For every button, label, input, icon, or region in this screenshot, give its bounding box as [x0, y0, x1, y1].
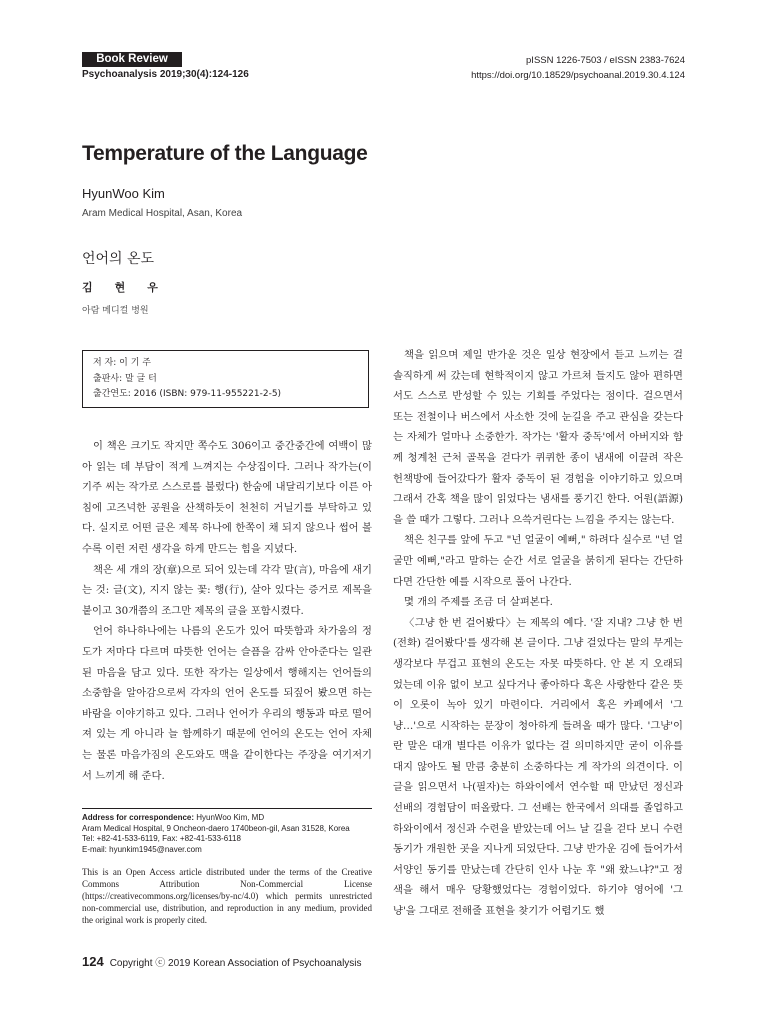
correspondence-name-line: [82, 813, 377, 824]
correspondence-phone: Tel: +82-41-533-6119, Fax: +82-41-533-6118: [82, 834, 241, 843]
page-footer: [82, 954, 362, 969]
body-paragraph: 몇 개의 주제를 조금 더 살펴본다.: [404, 596, 553, 609]
journal-citation: Psychoanalysis 2019;30(4):124-126: [82, 69, 249, 80]
book-info-box: [82, 350, 369, 408]
footnote-divider: [82, 808, 372, 809]
body-paragraph: 책을 읽으며 제일 반가운 것은 일상 현장에서 듣고 느끼는 걸 솔직하게 써 갔는데 현학적이지 않고 가르쳐 들지도 않아 편하면서도 스스로 반성할 수 있는 기회를 주었다는 점이다. 걸으면서 또는 전철이나 버스에서 사소한 것에 눈길을 주고 관심을 갖는다는 자체가 얼마나 소중한가. 작가는 '활자 중독'에서 아버지와 함께 청계천 근처 골목을 걷다가 퀴퀴한 종이 냄새에 이끌려 작은 헌책방에 들어갔다가 활자 중독이 된 경험을 이야기하고 있으며 그래서 간혹 책을 많이 읽었다는 냄새를 풍기긴 한다. 어원(語源)을 쓸 때가 그렇다. 그러나 으쓱거린다는 느낌을 주지는 않는다.: [393, 349, 683, 526]
issn-line: pISSN 1226-7503 / eISSN 2383-7624: [526, 55, 685, 66]
section-badge: Book Review: [82, 52, 182, 67]
body-paragraph: 책은 친구를 앞에 두고 "넌 얼굴이 예뻐," 하려다 실수로 "넌 얼굴만 예뻐,"라고 말하는 순간 서로 얼굴을 붉히게 된다는 간단하다면 간단한 예를 시작으로 풀어 나간다.: [393, 534, 683, 588]
book-publisher-line: 출판사: 말 글 터: [93, 373, 157, 384]
korean-author-name: 김현우: [82, 281, 180, 294]
correspondence-email[interactable]: E-mail: hyunkim1945@naver.com: [82, 844, 202, 854]
page-number: 124: [82, 954, 104, 969]
correspondence-block: [82, 813, 377, 855]
open-access-notice: This is an Open Access article distributed under the terms of the Creative Commons Attribution Non-Commercial License (https://creativecommons.org/licenses/by-nc/4.0) which permits unrestricted non-commercial use, distribution, and reproduction in any medium, provided the original work is properly cited.: [82, 867, 372, 925]
author-name: HyunWoo Kim: [82, 186, 165, 201]
korean-affiliation: 아람 메디컬 병원: [82, 306, 149, 316]
book-year-line: 출간연도: 2016 (ISBN: 979-11-955221-2-5): [93, 389, 282, 399]
copyright-notice: Copyright ⓒ 2019 Korean Association of Psychoanalysis: [109, 958, 362, 969]
body-paragraph: 〈그냥 한 번 걸어봤다〉는 제목의 예다. '잘 지내? 그냥 한 번 (전화) 걸어봤다'를 생각해 본 글이다. 그냥 걸었다는 말의 무게는 생각보다 무겁고 표현의 온도는 자못 따뜻하다. 안 본 지 오래되었는데 이유 없이 보고 싶다거나 좋아하다 혹은 사랑한다 같은 뜻이 오롯이 녹아 있기 마련이다. 거리에서 혹은 카페에서 '그냥…'으로 시작하는 문장이 청아하게 들려올 때가 많다. '그냥'이란 말은 대개 별다른 이유가 없다는 걸 의미하지만 굳이 이유를 대지 않아도 될 만큼 충분히 소중하다는 게 작가의 의견이다. 이 글을 읽으면서 나(필자)는 하와이에서 연수할 때 만났던 정신과 선배의 경험담이 떠올랐다. 그 선배는 한국에서 의대를 졸업하고 하와이에서 정신과 수련을 받았는데 어느 날 길을 걷다 보니 수련 동기가 개원한 곳을 지나게 되었단다. 그냥 반가운 김에 들어가서 서양인 동기를 만났는데 간단히 인사 나눈 후 "왜 왔느냐?"고 정색을 해서 매우 당황했었다는 경험이었다. 하기야 영어에 '그냥'을 그대로 전해줄 표현을 찾기가 어렵기도 했: [393, 616, 683, 918]
correspondence-address: Aram Medical Hospital, 9 Oncheon-daero 1740beon-gil, Asan 31528, Korea: [82, 823, 350, 833]
doi-link[interactable]: https://doi.org/10.18529/psychoanal.2019.30.4.124: [471, 70, 685, 81]
author-affiliation: Aram Medical Hospital, Asan, Korea: [82, 208, 243, 219]
right-column-body: [393, 345, 683, 922]
correspondence-name: HyunWoo Kim, MD: [194, 813, 265, 822]
book-author-line: 저 자: 이 기 주: [93, 358, 151, 368]
body-paragraph: 언어 하나하나에는 나름의 온도가 있어 따뜻함과 차가움의 정도가 저마다 다르며 따뜻한 언어는 슬픔을 감싸 안아준다는 일관된 마음을 담고 있다. 또한 작가는 일상에서 행해지는 언어들의 소중함을 알아감으로써 각자의 언어 온도를 되짚어 봤으면 하는 바람을 이야기하고 있다. 그러나 언어가 우리의 행동과 따로 떨어져 있는 게 아니라 늘 함께하기 때문에 언어의 온도는 언어 자체는 물론 마음가짐의 온도와도 맥을 같이한다는 주장을 여기저기서 느끼게 해 준다.: [82, 625, 372, 782]
article-title: Temperature of the Language: [82, 142, 368, 165]
body-paragraph: 이 책은 크기도 작지만 쪽수도 306이고 중간중간에 여백이 많아 읽는 데 부담이 적게 느껴지는 수상집이다. 그러나 작가는(이기주 씨는 작가로 스스로를 불렀다) 한숨에 내달리기보다 이른 아침에 고즈넉한 공원을 산책하듯이 천천히 거닐기를 부탁하고 있다. 실지로 어떤 글은 제목 하나에 한쪽이 채 되지 않으나 썹어 볼수록 이런 저런 생각을 하게 만드는 힘을 지녔다.: [82, 440, 372, 555]
left-column-body: [82, 436, 372, 786]
body-paragraph: 책은 세 개의 장(章)으로 되어 있는데 각각 말(言), 마음에 새기는 것: 글(文), 지지 않는 꽃: 행(行), 살아 있다는 증거로 제목을 붙이고 30개쯤의 조그만 제목의 글을 포함시켰다.: [82, 563, 372, 617]
korean-title: 언어의 온도: [82, 251, 155, 267]
correspondence-label: Address for correspondence:: [82, 813, 195, 822]
